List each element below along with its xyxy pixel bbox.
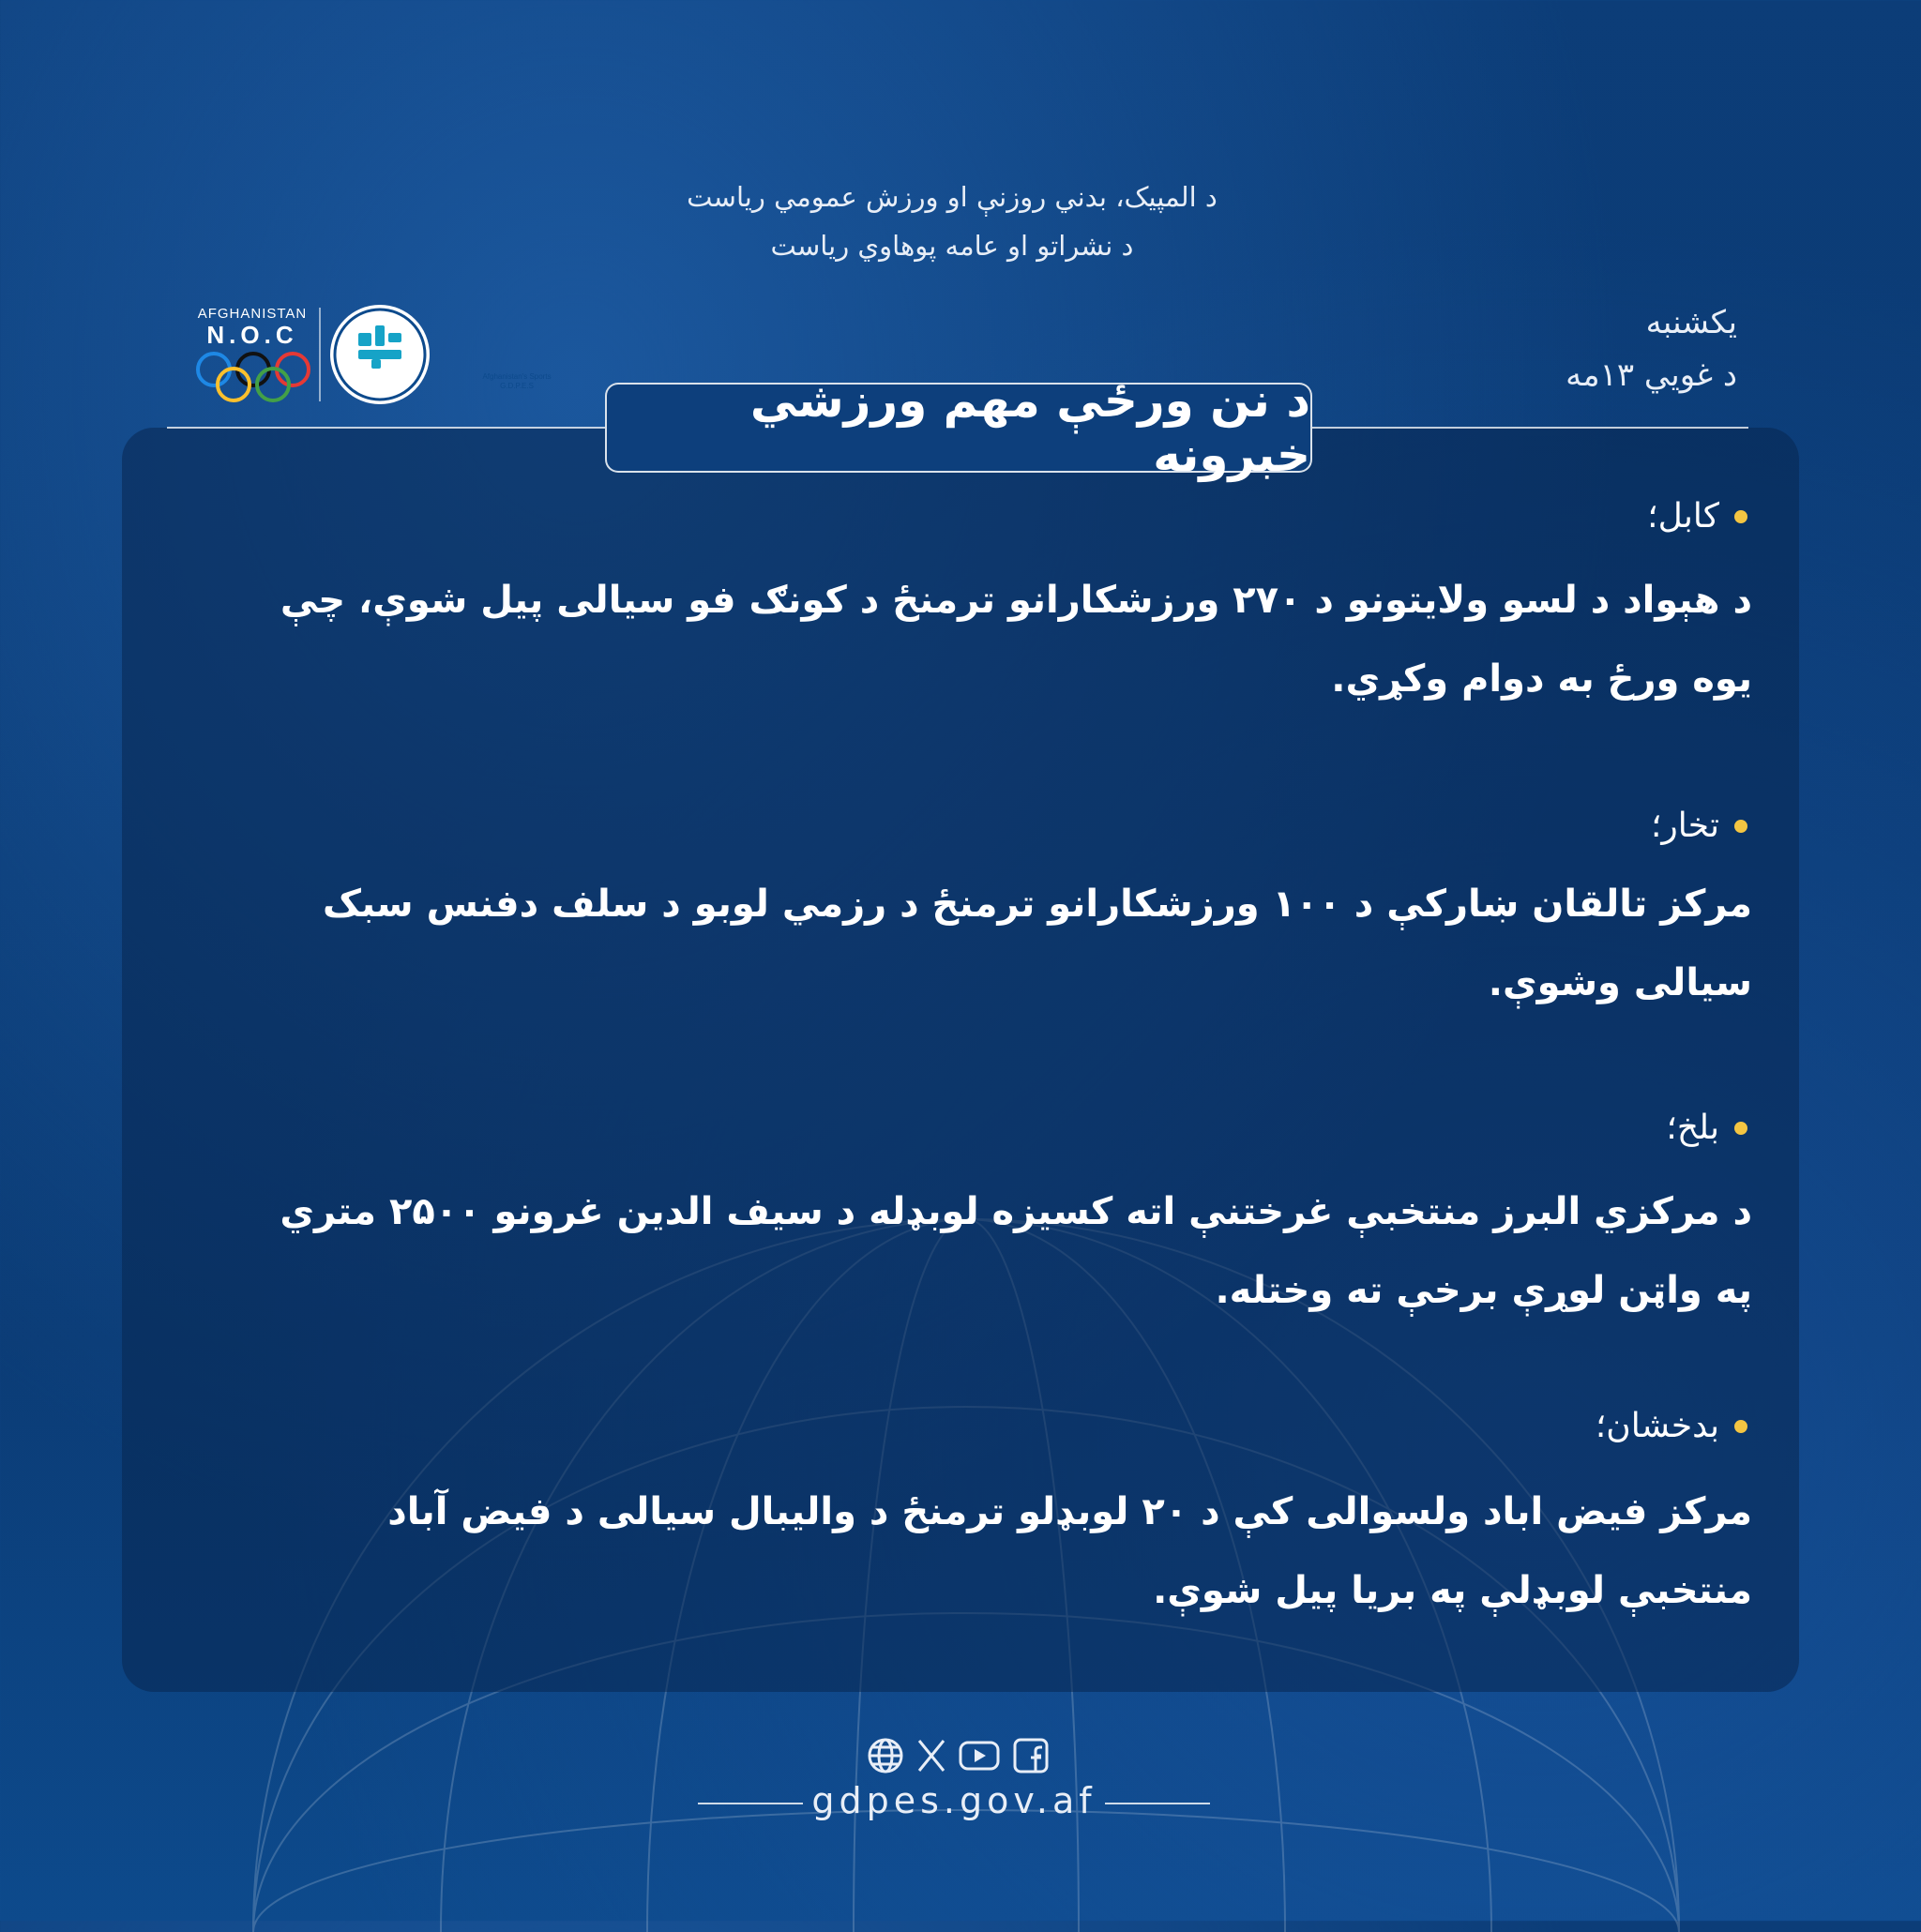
facebook-icon[interactable]	[1015, 1740, 1047, 1772]
olympic-rings-icon	[195, 351, 311, 403]
date-label: د غويي ۱۳مه	[1566, 356, 1737, 394]
gdpes-caption-line-2: G.D.P.E.S	[500, 382, 534, 390]
news-item-location	[1647, 497, 1747, 536]
logo-divider	[319, 308, 321, 401]
gdpes-emblem-icon	[330, 305, 430, 404]
location-label: کابل؛	[1647, 497, 1719, 536]
news-item-text: د مرکزي البرز منتخبې غرختنې اته کسیزه لوبډله د سیف الدین غرونو ۲۵۰۰ متري په واټن لوړې برخې ته وختله.	[280, 1190, 1752, 1312]
globe-icon[interactable]	[870, 1740, 901, 1772]
title-box	[605, 373, 1312, 482]
footer-line-right	[1105, 1803, 1210, 1804]
organization-header	[563, 173, 1341, 270]
date-block	[1566, 296, 1737, 401]
title-line-right	[1309, 427, 1748, 429]
bullet-icon	[1734, 510, 1747, 523]
location-label: تخار؛	[1650, 807, 1719, 845]
title-line-left	[167, 427, 606, 429]
news-item-text: مرکز تالقان ښارکې د ۱۰۰ ورزشکارانو ترمنځ د رزمي لوبو د سلف دفنس سبک سیالی وشوې.	[323, 883, 1752, 1004]
org-line-1: د المپیک، بدني روزنې او ورزش عمومي ریاست	[687, 181, 1218, 213]
page-title: د نن ورځې مهم ورزشي خبرونه	[749, 373, 1310, 482]
bullet-icon	[1734, 1420, 1747, 1433]
website-link[interactable]: gdpes.gov.af	[811, 1780, 1097, 1821]
location-label: بلخ؛	[1666, 1109, 1719, 1147]
news-item-text: د هېواد د لسو ولایتونو د ۲۷۰ ورزشکارانو ترمنځ د کونګ فو سیالی پیل شوې، چې یوه ورځ به دوام وکړي.	[280, 579, 1752, 701]
news-item-location	[1596, 1407, 1747, 1445]
org-line-2: د نشراتو او عامه پوهاوي ریاست	[770, 230, 1134, 262]
noc-abbr-label: N.O.C	[206, 321, 298, 349]
location-label: بدخشان؛	[1595, 1407, 1719, 1445]
news-item-location	[1651, 807, 1747, 845]
logos-group	[193, 302, 552, 405]
bullet-icon	[1734, 1122, 1747, 1135]
youtube-icon[interactable]	[960, 1743, 998, 1769]
x-icon[interactable]	[919, 1741, 944, 1771]
footer-line-left	[698, 1803, 803, 1804]
gdpes-caption	[467, 372, 567, 391]
bullet-icon	[1734, 820, 1747, 833]
noc-country-label: AFGHANISTAN	[197, 306, 308, 322]
weekday-label: یکشنبه	[1645, 304, 1737, 341]
gdpes-logo	[330, 305, 552, 404]
social-icons	[867, 1737, 1054, 1774]
news-item-location	[1666, 1109, 1747, 1147]
gdpes-caption-line-1: Afghanistan's Sports	[482, 372, 552, 381]
news-item-text: مرکز فیض اباد ولسوالی کې د ۲۰ لوبډلو ترمنځ د والیبال سیالی د فیض آباد منتخبې لوبډلې په بریا پیل شوې.	[387, 1490, 1752, 1612]
